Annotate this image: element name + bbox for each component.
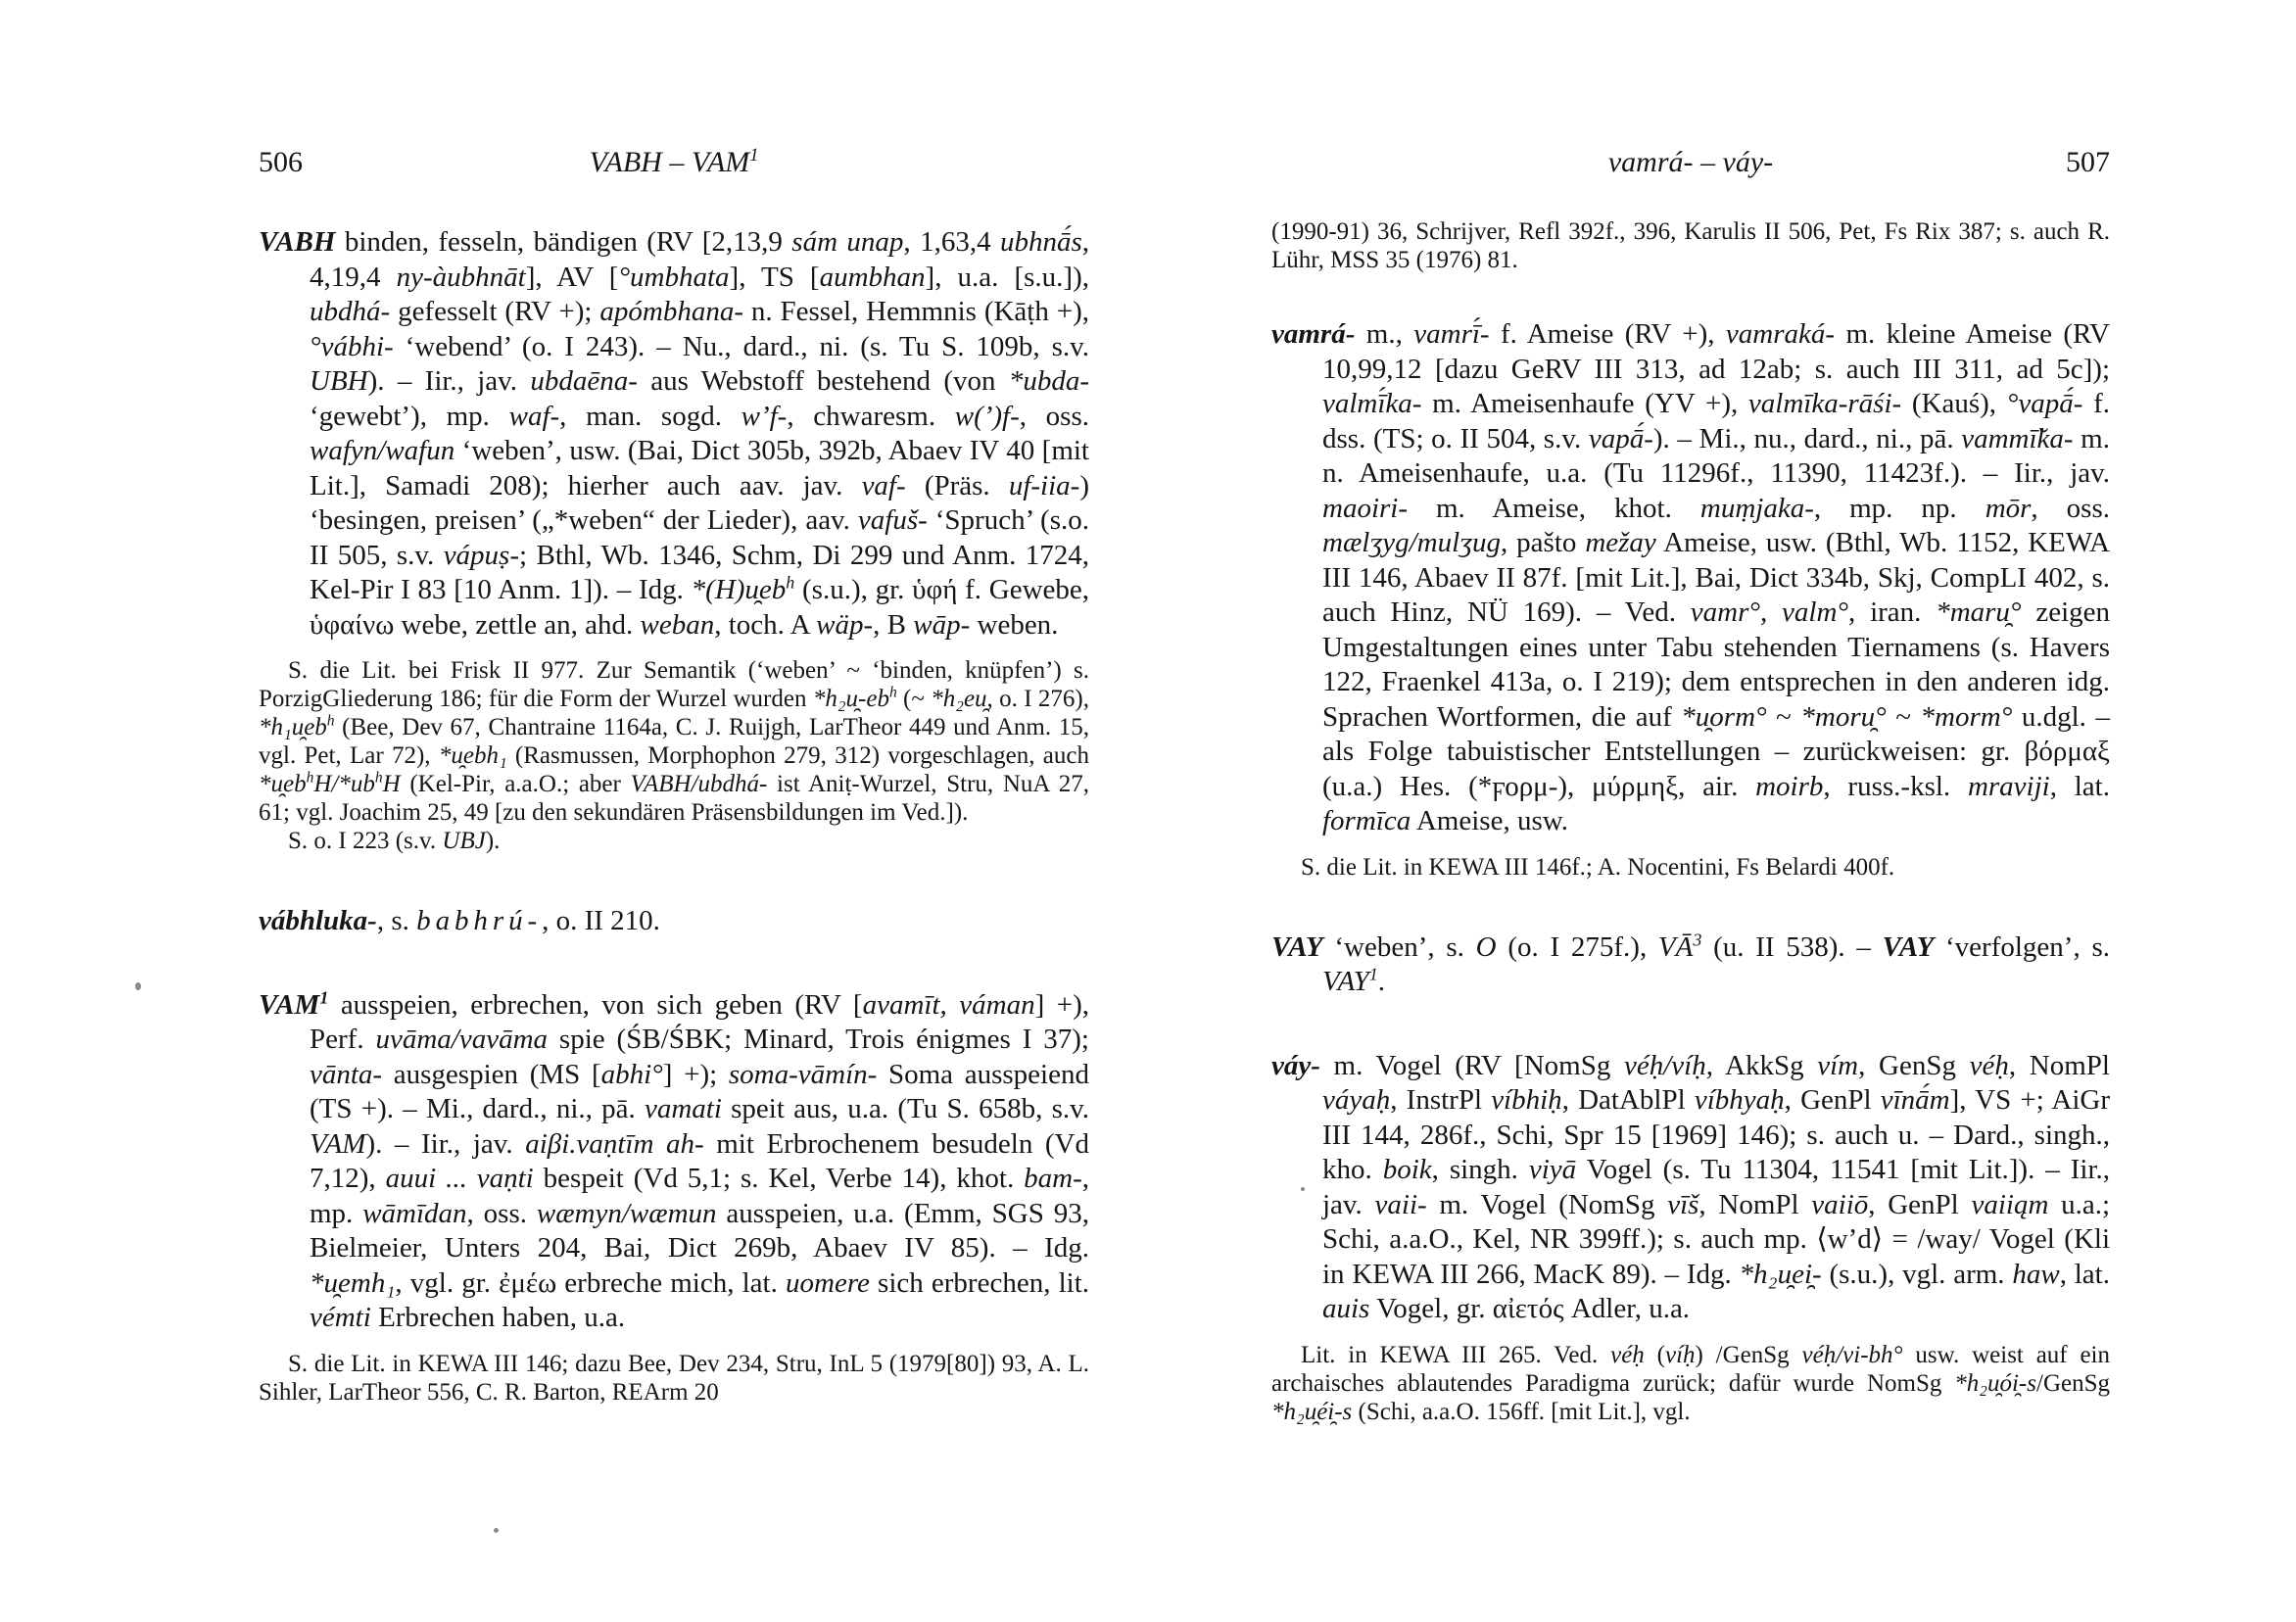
cross-reference-vabhluka: vábhluka-, s. babhrú-, o. II 210. — [259, 905, 660, 936]
page-number-left: 506 — [259, 146, 303, 178]
entry-vamra-literature-note: S. die Lit. in KEWA III 146f.; A. Nocentini, Fs Belardi 400f. — [1301, 853, 1895, 881]
right-page-header — [1271, 145, 2110, 180]
scan-speck — [135, 982, 141, 990]
running-head-right: vamrá- – váy- — [1607, 146, 1774, 178]
entry-vam1-literature-note: S. die Lit. in KEWA III 146; dazu Bee, Dev 234, Stru, InL 5 (1979[80]) 93, A. L. Sihler, LarTheor 556, C. R. Barton, REArm 20 — [259, 1350, 1089, 1406]
entry-vabh: VABH binden, fesseln, bändigen (RV [2,13,9 sám unap, 1,63,4 ubhnā́s, 4,19,4 ny-àubhnāt], AV [°umbhata], TS [aumbhan], u.a. [s.u.]), ubdhá- gefesselt (RV +); apómbhana- n. Fessel, Hemmnis (Kāṭh +), °vábhi- ‘webend’ (o. I 243). – Nu., dard., ni. (s. Tu S. 109b, s.v. UBH). – Iir., jav. ubdaēna- aus Webstoff bestehend (von *ubda- ‘gewebt’), mp. waf-, man. sogd. w’f-, chwaresm. w(’)f-, oss. wafyn/wafun ‘weben’, usw. (Bai, Dict 305b, 392b, Abaev IV 40 [mit Lit.], Samadi 208); hierher auch aav. jav. vaf- (Präs. uf-iia-) ‘besingen, preisen’ („*weben“ der Lieder), aav. vafuš- ‘Spruch’ (s.o. II 505, s.v. vápuṣ-; Bthl, Wb. 1346, Schm, Di 299 und Anm. 1724, Kel-Pir I 83 [10 Anm. 1]). – Idg. $*(H)u̯eb^h$ (s.u.), gr. ὑφή f. Gewebe, ὑφαίνω webe, zettle an, ahd. weban, toch. A wäp-, B wāp- weben. — [259, 226, 1090, 641]
entry-vamra: vamrá- m., vamrī́- f. Ameise (RV +), vamraká- m. kleine Ameise (RV 10,99,12 [dazu GeRV III 313, ad 12ab; s. auch III 311, ad 5c]); valmī́ka- m. Ameisenhaufe (YV +), valmīka-rāśi- (Kauś), °vapā́- f. dss. (TS; o. II 504, s.v. vapā́-). – Mi., nu., dard., ni., pā. vammī̆ka- m. n. Ameisenhaufe, u.a. (Tu 11296f., 11390, 11423f.). – Iir., jav. maoiri- m. Ameise, khot. muṃjaka-, mp. np. mōr, oss. mælʒyg/mulʒug, pašto mežay Ameise, usw. (Bthl, Wb. 1152, KEWA III 146, Abaev II 87f. [mit Lit.], Bai, Dict 334b, Skj, CompLI 402, s. auch Hinz, NÜ 169). – Ved. vamr°, valm°, iran. *maru̯° zeigen Umgestaltungen eines unter Tabu stehenden Tiernamens (s. Havers 122, Fraenkel 413a, o. I 219); dem entsprechen in den anderen idg. Sprachen Wortformen, die auf *u̯orm° ~ *moru̯° ~ *morm° u.dgl. – als Folge tabuistischer Entstellungen – zurückweisen: gr. βόρμαξ (u.a.) Hes. (*ϝορμ-), μύρμηξ, air. moirb, russ.-ksl. mraviji, lat. formīca Ameise, usw. — [1271, 318, 2111, 836]
cross-reference-vay: VAY ‘weben’, s. O (o. I 275f.), $VĀ^3$ (u. II 538). – VAY ‘verfolgen’, s. VAY$^1$. — [1271, 929, 2110, 997]
left-page-text-block — [259, 225, 1089, 1407]
running-head-left: VABH – VAM$^1$ — [589, 145, 759, 178]
scan-speck — [494, 1528, 499, 1533]
entry-vay2: váy- m. Vogel (RV [NomSg véḥ/víḥ, AkkSg vím, GenSg véḥ, NomPl váyaḥ, InstrPl víbhiḥ, DatAblPl víbhyaḥ, GenPl vīnā́m], VS +; AiGr III 144, 286f., Schi, Spr 15 [1969] 146); s. auch u. – Dard., singh., kho. boik, singh. viyā Vogel (s. Tu 11304, 11541 [mit Lit.]). – Iir., jav. vaii- m. Vogel (NomSg vīš, NomPl vaiiō, GenPl vaiiąm u.a.; Schi, a.a.O., Kel, NR 399ff.); s. auch mp. ⟨w’d⟩ = /way/ Vogel (Kli in KEWA III 266, MacK 89). – Idg. *h₂u̯ei̯- (s.u.), vgl. arm. haw, lat. auis Vogel, gr. αἰετός Adler, u.a. — [1271, 1049, 2111, 1324]
entry-vabh-literature-note: S. die Lit. bei Frisk II 977. Zur Semantik (‘weben’ ~ ‘binden, knüpfen’) s. PorzigGliederung 186; für die Form der Wurzel wurden $*h_2u̯-eb^h$ (~ *h₂eu̯, o. I 276), $*h_1u̯eb^h$ (Bee, Dev 67, Chantraine 1164a, C. J. Ruijgh, LarTheor 449 und Anm. 15, vgl. Pet, Lar 72), *u̯ebh₁ (Rasmussen, Morphophon 279, 312) vorgeschlagen, auch $*u̯eb^hH/*ub^hH$ (Kel-Pir, a.a.O.; aber VABH/ubdhá- ist Aniṭ-Wurzel, Stru, NuA 27, 61; vgl. Joachim 25, 49 [zu den sekundären Präsensbildungen im Ved.]). — [259, 657, 1089, 826]
right-page-text-block — [1271, 217, 2110, 1426]
page-number-right: 507 — [2066, 146, 2110, 178]
left-page — [259, 145, 1089, 1407]
note-continuation-from-previous-page: (1990-91) 36, Schrijver, Refl 392f., 396, Karulis II 506, Pet, Fs Rix 387; s. auch R. Lühr, MSS 35 (1976) 81. — [1271, 218, 2110, 273]
left-page-header — [259, 145, 1089, 180]
entry-vabh-crossref-note: S. o. I 223 (s.v. UBJ). — [288, 828, 501, 854]
entry-vam1: VAM$^1$ ausspeien, erbrechen, von sich geben (RV [avamīt, váman] +), Perf. uvāma/vavāma spie (ŚB/ŚBK; Minard, Trois énigmes I 37); vānta- ausgespien (MS [abhi°] +); soma-vāmín- Soma ausspeiend (TS +). – Mi., dard., ni., pā. vamati speit aus, u.a. (Tu S. 658b, s.v. VAM). – Iir., jav. aiβi.vaṇtīm ah- mit Erbrochenem besudeln (Vd 7,12), auui ... vaṇti bespeit (Vd 5,1; s. Kel, Verbe 14), khot. bam-, mp. wāmīdan, oss. wæmyn/wæmun ausspeien, u.a. (Emm, SGS 93, Bielmeier, Unters 204, Bai, Dict 269b, Abaev IV 85). – Idg. *u̯emh₁, vgl. gr. ἐμέω erbreche mich, lat. uomere sich erbrechen, lit. vémti Erbrechen haben, u.a. — [259, 986, 1090, 1333]
entry-vay2-literature-note: Lit. in KEWA III 265. Ved. véḥ (víḥ) /GenSg véḥ/vi-bh° usw. weist auf ein archaisches ablautendes Paradigma zurück; dafür wurde NomSg *h₂u̯ói̯-s/GenSg *h₂u̯éi̯-s (Schi, a.a.O. 156ff. [mit Lit.], vgl. — [1271, 1341, 2111, 1425]
scan-speck — [1301, 1187, 1305, 1191]
right-page — [1271, 145, 2110, 1426]
